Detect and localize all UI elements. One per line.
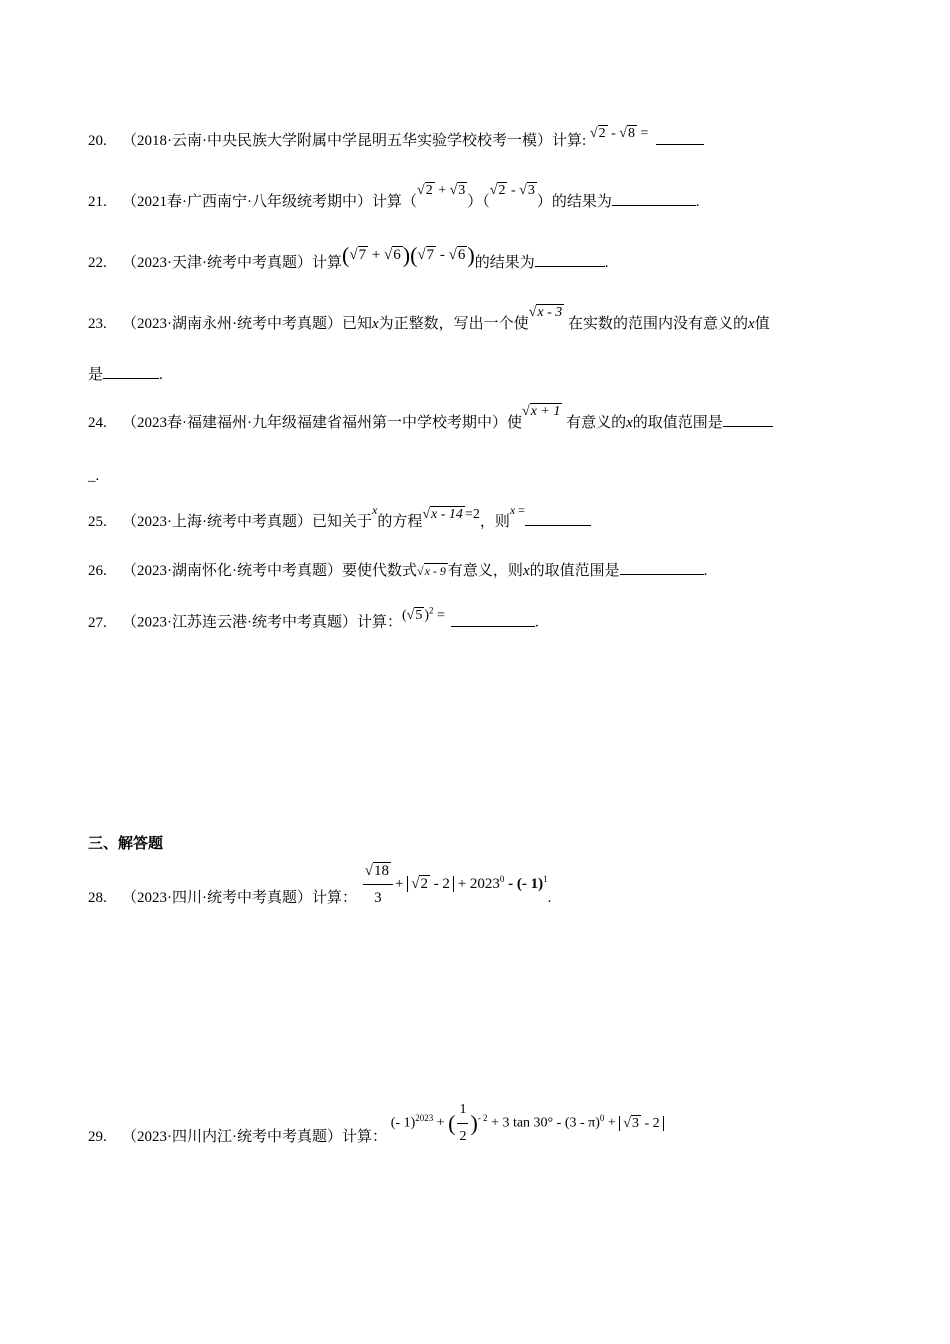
question-20 <box>88 126 704 152</box>
question-number: 28. <box>88 890 107 906</box>
math-expression: (√7 + √6)(√7 - √6) <box>342 242 475 268</box>
question-text: ）的结果为 <box>536 194 612 210</box>
question-number: 26. <box>88 563 107 579</box>
question-text: 在实数的范围内没有意义的 <box>568 316 749 332</box>
answer-blank[interactable] <box>525 511 591 526</box>
variable: x <box>372 503 378 517</box>
math-expression: √x - 14 =2 <box>422 507 480 522</box>
paren: ）（ <box>467 194 490 210</box>
question-number: 24. <box>88 415 107 431</box>
math-expression: √2 + √3 <box>417 183 466 198</box>
period: . <box>604 255 609 271</box>
question-source: （2023·四川·统考中考真题）计算： <box>122 890 357 906</box>
question-number: 25. <box>88 514 107 530</box>
answer-blank[interactable] <box>656 130 704 145</box>
math-expression: (- 1)$^{2023}$ + ( $\frac{1}{2}$ )$^{- 2}$ + 3 tan 30° - (3 - π)$^0$ + √3 - 2 <box>391 1097 664 1150</box>
math-expression: (√5 )$^2$ = <box>402 605 445 623</box>
question-source: （2023·湖南永州·统考中考真题）已知 <box>122 316 372 332</box>
question-number: 20. <box>88 133 107 149</box>
question-source: （2023·湖南怀化·统考中考真题）要使代数式 <box>122 563 417 579</box>
question-29 <box>88 1097 664 1150</box>
math-expression: √x - 9 <box>417 564 446 578</box>
answer-blank[interactable] <box>612 191 696 206</box>
question-number: 23. <box>88 316 107 332</box>
question-text: 有意义的 <box>566 415 627 431</box>
answer-blank-continuation: _. <box>88 468 100 484</box>
variable: x <box>626 415 633 431</box>
question-source: （2021春·广西南宁·八年级统考期中）计算（ <box>122 194 417 210</box>
variable: x <box>748 316 755 332</box>
period: . <box>703 563 708 579</box>
question-24-line2 <box>88 466 99 486</box>
question-text: 有意义，则 <box>447 563 523 579</box>
math-expression: $\frac{√18}{3}$ + $√2 - 2 + 2023^0$ - (- 1)$^1$ <box>361 858 548 911</box>
question-source: （2018·云南·中央民族大学附属中学昆明五华实验学校校考一模）计算: <box>122 133 587 149</box>
question-28 <box>88 858 551 911</box>
answer-blank[interactable] <box>723 412 773 427</box>
period: . <box>534 614 539 631</box>
question-source: （2023·天津·统考中考真题）计算 <box>122 255 342 271</box>
answer-blank[interactable] <box>535 252 605 267</box>
question-text: 为正整数，写出一个使 <box>378 316 529 332</box>
question-source: （2023·四川内江·统考中考真题）计算： <box>122 1129 387 1145</box>
question-number: 29. <box>88 1129 107 1145</box>
period: . <box>695 194 700 210</box>
question-22 <box>88 242 609 274</box>
question-24 <box>88 404 773 434</box>
question-number: 27. <box>88 614 107 631</box>
period: . <box>159 367 163 383</box>
question-source: （2023·江苏连云港·统考中考真题）计算： <box>122 614 402 631</box>
answer-blank[interactable] <box>103 364 159 379</box>
period: . <box>547 890 552 906</box>
question-text: 的结果为 <box>474 255 535 271</box>
question-26 <box>88 560 707 581</box>
question-21 <box>88 183 700 213</box>
math-expression: √2 - √8 = <box>589 126 649 141</box>
question-number: 22. <box>88 255 107 271</box>
math-expression: √2 - √3 <box>489 183 535 198</box>
math-expression: x = <box>509 503 525 517</box>
question-text: 值 <box>754 316 770 332</box>
answer-blank[interactable] <box>451 612 535 627</box>
question-text: 的取值范围是 <box>529 563 620 579</box>
question-27 <box>88 605 539 634</box>
math-expression: √x + 1 <box>522 404 561 419</box>
question-text: 的方程 <box>377 514 423 530</box>
question-source: （2023·上海·统考中考真题）已知关于 <box>122 514 372 530</box>
question-25 <box>88 503 591 533</box>
variable: x <box>522 563 530 579</box>
question-text: ，则 <box>479 514 510 530</box>
question-source: （2023春·福建福州·九年级福建省福州第一中学校考期中）使 <box>122 415 522 431</box>
question-23-line2 <box>88 364 163 385</box>
variable: x <box>372 316 379 332</box>
question-text: 是 <box>88 367 104 383</box>
answer-blank[interactable] <box>620 560 704 575</box>
question-number: 21. <box>88 194 107 210</box>
question-23 <box>88 305 770 335</box>
section-heading: 三、解答题 <box>88 834 164 852</box>
math-expression: √x - 3 <box>528 305 563 320</box>
question-text: 的取值范围是 <box>632 415 723 431</box>
